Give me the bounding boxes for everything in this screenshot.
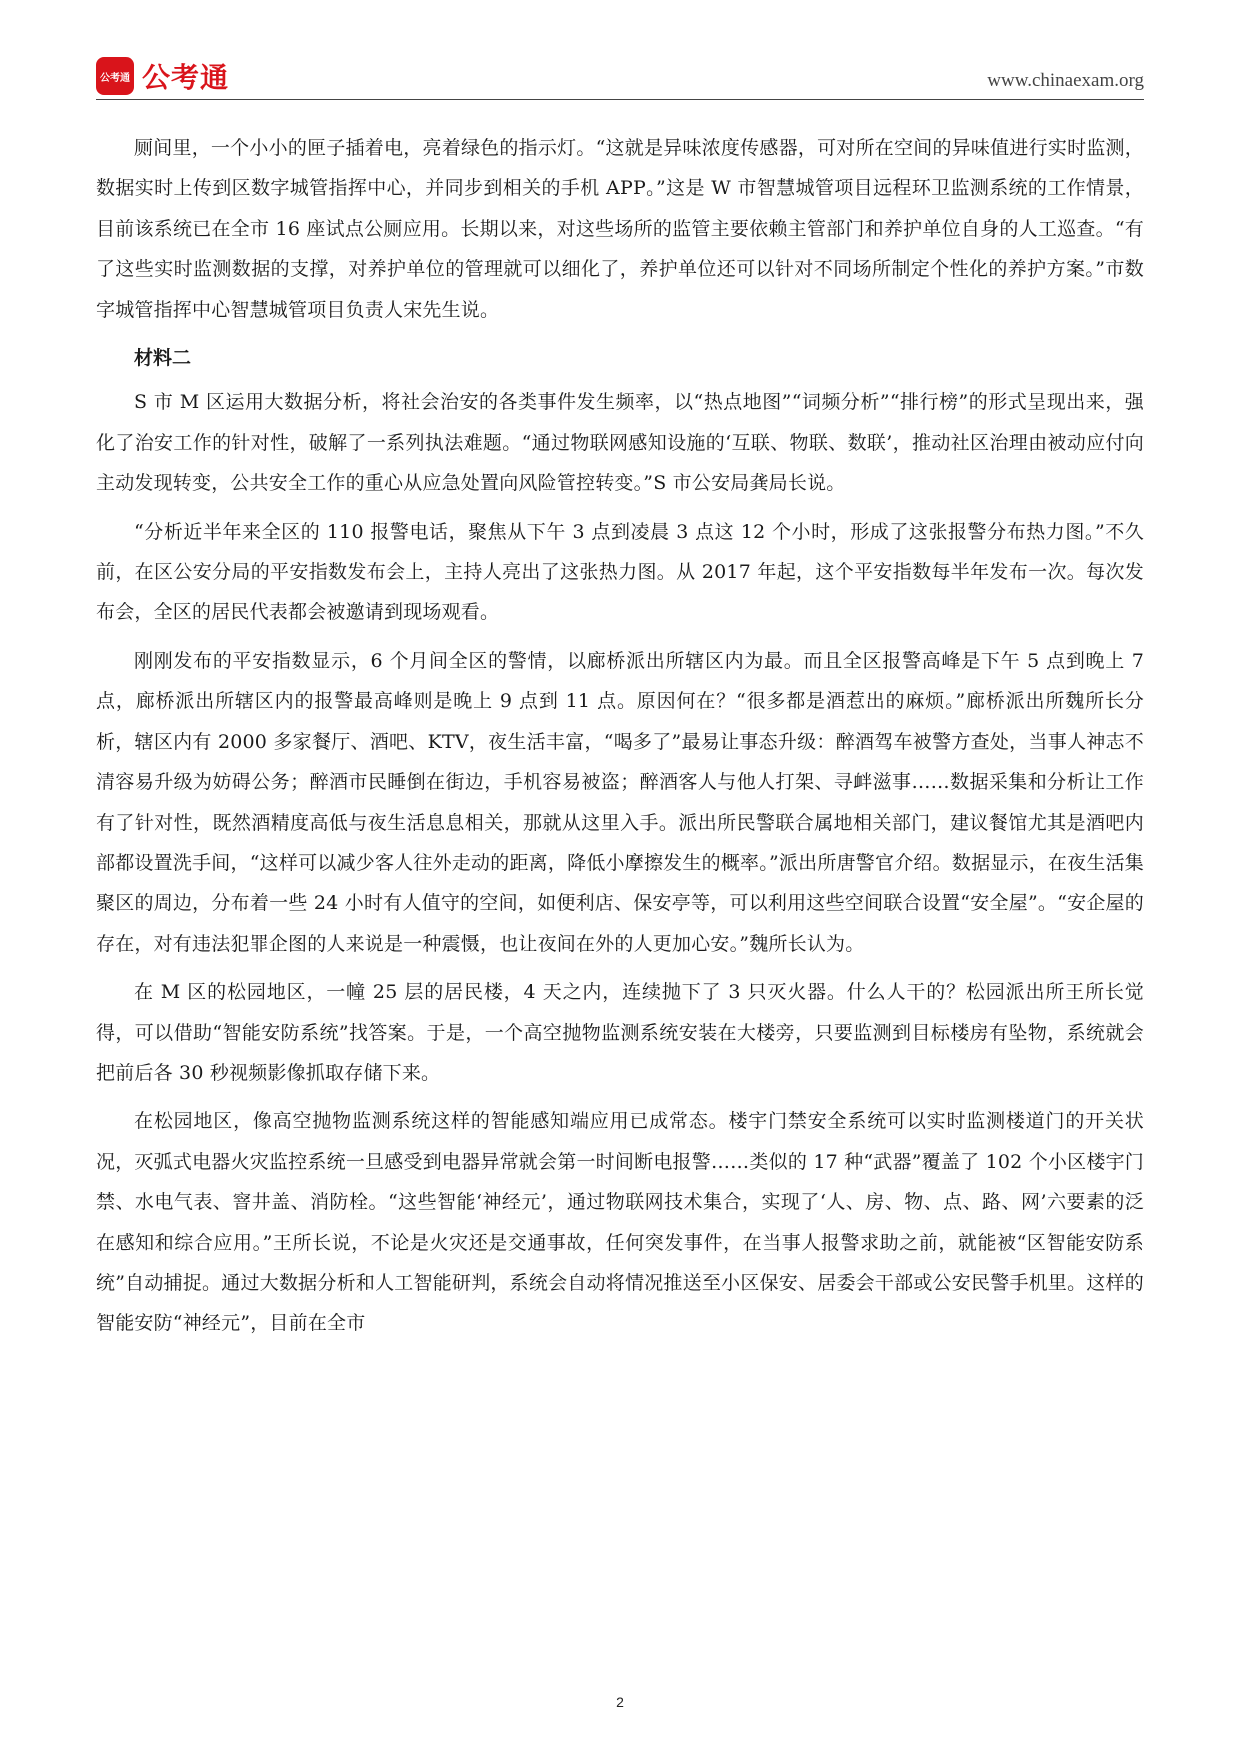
page-number: 2 (616, 1694, 624, 1710)
paragraph: 在松园地区，像高空抛物监测系统这样的智能感知端应用已成常态。楼宇门禁安全系统可以实时监测楼道门的开关状况，灭弧式电器火灾监控系统一旦感受到电器异常就会第一时间断电报警……类似的 17 种“武器”覆盖了 102 个小区楼宇门禁、水电气表、窨井盖、消防栓。“这些智能‘神经元’，通过物联网技术集合，实现了‘人、房、物、点、路、网’六要素的泛在感知和综合应用。”王所长说，不论是火灾还是交通事故，任何突发事件，在当事人报警求助之前，就能被“区智能安防系统”自动捕捉。通过大数据分析和人工智能研判，系统会自动将情况推送至小区保安、居委会干部或公安民警手机里。这样的智能安防“神经元”，目前在全市 (96, 1110, 1144, 1335)
paragraph: 厕间里，一个小小的匣子插着电，亮着绿色的指示灯。“这就是异味浓度传感器，可对所在空间的异味值进行实时监测，数据实时上传到区数字城管指挥中心，并同步到相关的手机 APP。”这是 W 市智慧城管项目远程环卫监测系统的工作情景，目前该系统已在全市 16 座试点公厕应用。长期以来，对这些场所的监管主要依赖主管部门和养护单位自身的人工巡查。“有了这些实时监测数据的支撑，对养护单位的管理就可以细化了，养护单位还可以针对不同场所制定个性化的养护方案。”市数字城管指挥中心智慧城管项目负责人宋先生说。 (96, 137, 1144, 321)
logo-text: 公考通 (142, 61, 230, 94)
paragraph: 刚刚发布的平安指数显示，6 个月间全区的警情，以廊桥派出所辖区内为最。而且全区报警高峰是下午 5 点到晚上 7 点，廊桥派出所辖区内的报警最高峰则是晚上 9 点到 11 点。原因何在？“很多都是酒惹出的麻烦。”廊桥派出所魏所长分析，辖区内有 2000 多家餐厅、酒吧、KTV，夜生活丰富，“喝多了”最易让事态升级：醉酒驾车被警方查处，当事人神志不清容易升级为妨碍公务；醉酒市民睡倒在街边，手机容易被盗；醉酒客人与他人打架、寻衅滋事……数据采集和分析让工作有了针对性，既然酒精度高低与夜生活息息相关，那就从这里入手。派出所民警联合属地相关部门，建议餐馆尤其是酒吧内部都设置洗手间，“这样可以减少客人往外走动的距离，降低小摩擦发生的概率。”派出所唐警官介绍。数据显示，在夜生活集聚区的周边，分布着一些 24 小时有人值守的空间，如便利店、保安亭等，可以利用这些空间联合设置“安全屋”。“安企屋的存在，对有违法犯罪企图的人来说是一种震慑，也让夜间在外的人更加心安。”魏所长认为。 (96, 649, 1144, 955)
logo-badge-icon: 公考通 (96, 57, 134, 95)
document-body (96, 128, 1144, 1352)
paragraph: “分析近半年来全区的 110 报警电话，聚焦从下午 3 点到凌晨 3 点这 12 个小时，形成了这张报警分布热力图。”不久前，在区公安分局的平安指数发布会上，主持人亮出了这张热力图。从 2017 年起，这个平安指数每半年发布一次。每次发布会，全区的居民代表都会被邀请到现场观看。 (96, 520, 1144, 624)
page-header (96, 56, 1144, 96)
site-url-link[interactable]: www.chinaexam.org (987, 70, 1144, 91)
header-divider (96, 99, 1144, 100)
paragraph: S 市 M 区运用大数据分析，将社会治安的各类事件发生频率，以“热点地图”“词频分析”“排行榜”的形式呈现出来，强化了治安工作的针对性，破解了一系列执法难题。“通过物联网感知设施的‘互联、物联、数联’，推动社区治理由被动应付向主动发现转变，公共安全工作的重心从应急处置向风险管控转变。”S 市公安局龚局长说。 (96, 391, 1144, 495)
paragraph: 在 M 区的松园地区，一幢 25 层的居民楼，4 天之内，连续抛下了 3 只灭火器。什么人干的？松园派出所王所长觉得，可以借助“智能安防系统”找答案。于是，一个高空抛物监测系统安装在大楼旁，只要监测到目标楼房有坠物，系统就会把前后各 30 秒视频影像抓取存储下来。 (96, 981, 1144, 1084)
section-heading: 材料二 (134, 347, 192, 370)
brand-logo[interactable] (96, 56, 229, 96)
